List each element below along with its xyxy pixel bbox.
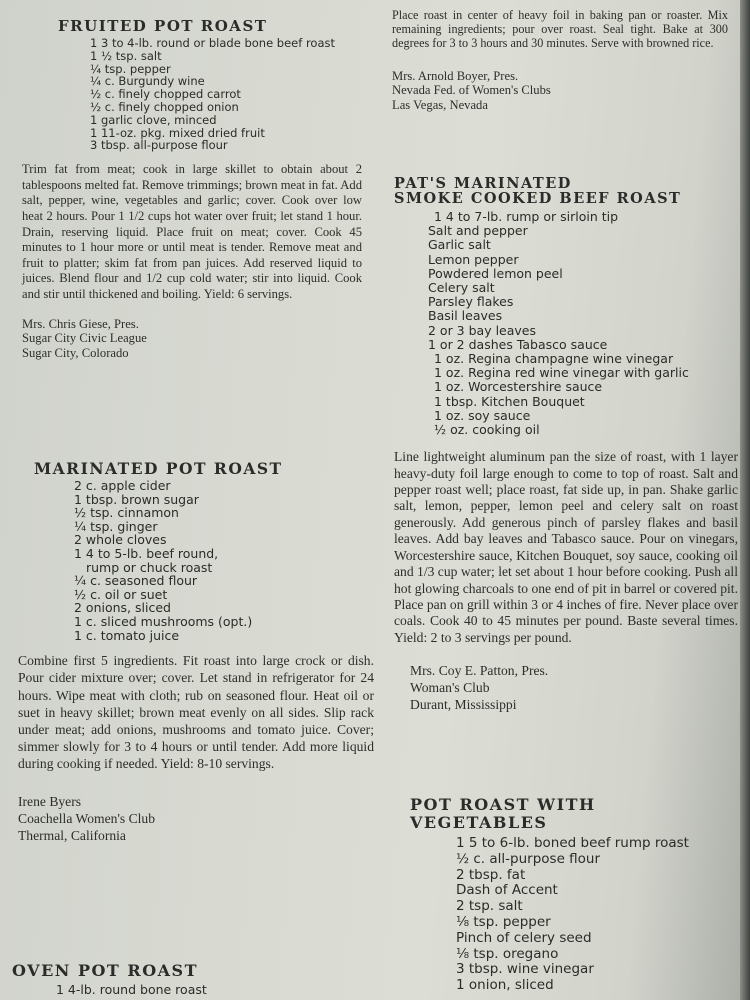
recipe-directions: Trim fat from meat; cook in large skillet to obtain about 2 tablespoons melted fat. Remove trimmings; brown meat in fat. Add salt, pepper, wine, vegetables and garlic; cover. Cook over low heat 2 hours. Pour 1 1/2 cups hot water over fruit; let stand 1 hour. Drain, reserving liquid. Place fruit on meat; cover. Cook 45 minutes to 1 hour more or until meat is tender. Remove meat and fruit to platter; skim fat from pan juices. Add reserved liquid to juices. Blend flour and 1/2 cup cold water; stir into liquid. Cook and stir until thickened and boiling. Yield: 6 servings. <box>22 162 362 301</box>
ingredient-list <box>394 210 744 437</box>
recipe-title-line-1: PAT'S MARINATED <box>394 175 572 192</box>
ingredient: 1 11-oz. pkg. mixed dried fruit <box>90 125 265 140</box>
ingredient: ⅛ tsp. pepper <box>456 913 551 930</box>
recipe-title-line-2: SMOKE COOKED BEEF ROAST <box>394 190 682 207</box>
recipe-directions: Place roast in center of heavy foil in baking pan or roaster. Mix remaining ingredients; pour over roast. Seal tight. Bake at 300 degrees for 3 to 3 hours and 30 minutes. Serve with browned rice. <box>392 8 728 51</box>
ingredient: 1 oz. soy sauce <box>434 407 531 423</box>
ingredient: 1 garlic clove, minced <box>90 112 217 127</box>
ingredient-list <box>18 479 374 642</box>
ingredient: Lemon pepper <box>428 251 519 267</box>
ingredient: rump or chuck roast <box>86 559 213 575</box>
book-edge <box>740 0 750 1000</box>
ingredient: Powdered lemon peel <box>428 265 563 281</box>
ingredient: 1 4 to 5-lb. beef round, <box>74 545 219 561</box>
credit-line: Durant, Mississippi <box>410 697 517 713</box>
ingredient: 1 onion, sliced <box>456 977 554 994</box>
ingredient: 2 tbsp. fat <box>456 866 526 883</box>
ingredient: 1 or 2 dashes Tabasco sauce <box>428 336 608 352</box>
ingredient: ¼ c. Burgundy wine <box>90 74 205 89</box>
ingredient: Parsley flakes <box>428 294 514 310</box>
ingredient: ¼ c. seasoned flour <box>74 573 198 589</box>
ingredient: Salt and pepper <box>428 223 528 239</box>
recipe-pot-roast-with-vegetables <box>410 796 740 994</box>
ingredient: ½ tsp. cinnamon <box>74 505 179 521</box>
ingredient: ½ c. finely chopped carrot <box>90 87 241 102</box>
recipe-oven-pot-roast <box>12 962 372 997</box>
ingredient: 2 whole cloves <box>74 532 167 548</box>
ingredient: 1 4 to 7-lb. rump or sirloin tip <box>434 209 619 224</box>
recipe-title-line-1: POT ROAST WITH <box>410 795 596 814</box>
ingredient: 1 ½ tsp. salt <box>90 48 162 63</box>
ingredient: ½ oz. cooking oil <box>434 422 540 438</box>
ingredient: 2 c. apple cider <box>74 478 171 493</box>
recipe-continued <box>392 8 728 112</box>
credit-line: Las Vegas, Nevada <box>392 97 488 112</box>
credit-line: Sugar City Civic League <box>22 331 147 346</box>
recipe-title: FRUITED POT ROAST <box>58 17 268 35</box>
recipe-credit <box>394 662 744 713</box>
ingredient-list <box>12 983 372 997</box>
recipe-directions: Combine first 5 ingredients. Fit roast into large crock or dish. Pour cider mixture over; cover. Let stand in refrigerator for 24 hours. Wipe meat with cloth; rub on seasoned flour. Heat oil or suet in heavy skillet; brown meat evenly on all sides. Slip rack under meat; add onions, mushrooms and tomato juice. Cover; simmer slowly for 3 to 4 hours or until tender. Add more liquid during cooking if needed. Yield: 8-10 servings. <box>18 653 374 772</box>
ingredient: 1 3 to 4-lb. round or blade bone beef roast <box>90 36 336 50</box>
ingredient: 1 oz. Regina red wine vinegar with garlic <box>434 365 689 381</box>
ingredient: ¼ tsp. pepper <box>90 61 171 76</box>
ingredient: 3 tbsp. wine vinegar <box>456 961 594 978</box>
ingredient: ¼ tsp. ginger <box>74 518 158 534</box>
recipe-marinated-pot-roast <box>18 460 374 844</box>
recipe-directions: Line lightweight aluminum pan the size of roast, with 1 layer heavy-duty foil large enough to come to top of roast. Salt and pepper roast well; place roast, fat side up, in pan. Shake garlic salt, lemon, pepper, lemon peel and celery salt on roast generously. Add generous pinch of parsley flakes and basil leaves. Add bay leaves and Tabasco sauce. Pour on vinegars, Worcestershire sauce, Kitchen Bouquet, soy sauce, cooking oil and 1/3 cup water; let set about 1 hour before cooking. Push all hot glowing charcoals to one end of pit in barrel or covered pit. Place pan on grill within 3 or 4 inches of fire. Never place over coals. Cook 40 to 45 minutes per pound. Baste several times. Yield: 2 to 3 servings per pound. <box>394 449 738 645</box>
ingredient: 1 tbsp. Kitchen Bouquet <box>434 393 585 409</box>
credit-line: Thermal, California <box>18 827 126 843</box>
credit-line: Coachella Women's Club <box>18 810 156 826</box>
ingredient: 2 tsp. salt <box>456 898 523 915</box>
credit-line: Woman's Club <box>410 680 490 696</box>
ingredient: 1 4-lb. round bone roast <box>56 982 207 997</box>
ingredient: Dash of Accent <box>456 882 558 899</box>
recipe-title-line-2: VEGETABLES <box>410 813 548 832</box>
ingredient: 2 or 3 bay leaves <box>428 322 537 338</box>
ingredient: 3 tbsp. all-purpose flour <box>90 138 228 153</box>
ingredient: 2 onions, sliced <box>74 600 171 616</box>
recipe-fruited-pot-roast <box>22 18 362 360</box>
ingredient: ½ c. finely chopped onion <box>90 99 239 114</box>
ingredient: Pinch of celery seed <box>456 929 592 946</box>
credit-line: Mrs. Coy E. Patton, Pres. <box>410 663 549 679</box>
credit-line: Mrs. Arnold Boyer, Pres. <box>392 68 519 83</box>
ingredient: 1 tbsp. brown sugar <box>74 491 199 507</box>
ingredient: Basil leaves <box>428 308 503 324</box>
ingredient: ⅛ tsp. oregano <box>456 945 559 962</box>
recipe-pats-marinated-roast <box>394 176 744 713</box>
recipe-title: MARINATED POT ROAST <box>34 459 283 478</box>
ingredient-list <box>22 37 362 152</box>
credit-line: Mrs. Chris Giese, Pres. <box>22 316 139 331</box>
ingredient: Garlic salt <box>428 237 491 253</box>
ingredient: ½ c. oil or suet <box>74 586 168 602</box>
ingredient: 1 5 to 6-lb. boned beef rump roast <box>456 835 689 851</box>
ingredient: 1 oz. Worcestershire sauce <box>434 379 603 395</box>
credit-line: Irene Byers <box>18 793 82 809</box>
ingredient: Celery salt <box>428 280 495 296</box>
recipe-credit <box>18 793 374 844</box>
recipe-credit <box>22 317 362 361</box>
ingredient: 1 c. sliced mushrooms (opt.) <box>74 613 253 629</box>
ingredient: 1 c. tomato juice <box>74 627 180 643</box>
credit-line: Nevada Fed. of Women's Clubs <box>392 83 551 98</box>
recipe-credit <box>392 69 728 113</box>
ingredient: 1 oz. Regina champagne wine vinegar <box>434 351 674 367</box>
credit-line: Sugar City, Colorado <box>22 345 129 360</box>
recipe-title: OVEN POT ROAST <box>12 961 199 980</box>
ingredient: ½ c. all-purpose flour <box>456 850 601 867</box>
ingredient-list <box>410 836 740 994</box>
